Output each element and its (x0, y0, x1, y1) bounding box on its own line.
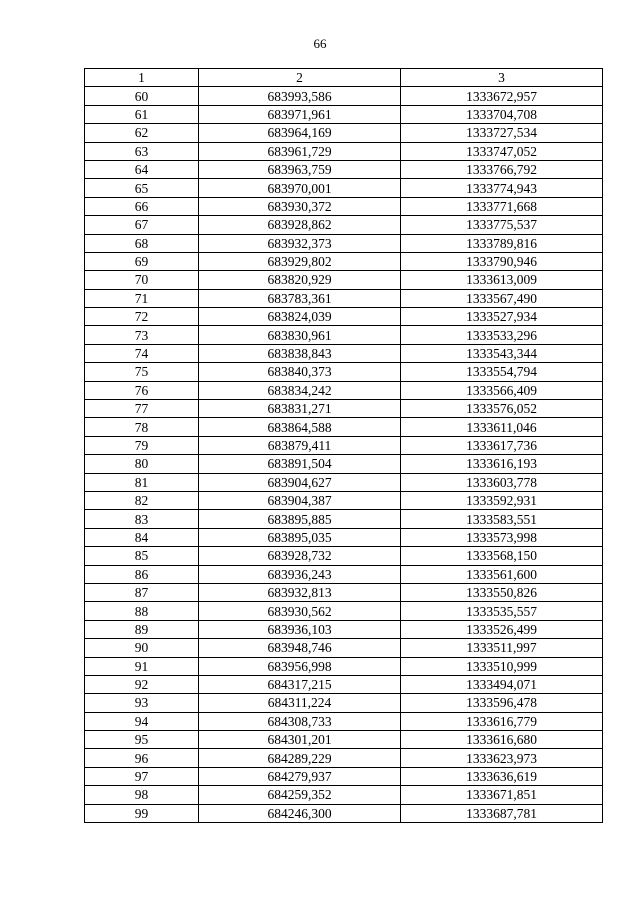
x-coordinate-cell: 683936,103 (199, 620, 401, 638)
column-header-2: 2 (199, 69, 401, 87)
table-row (85, 216, 603, 234)
x-coordinate-cell: 683820,929 (199, 271, 401, 289)
point-number-cell: 93 (85, 694, 199, 712)
y-coordinate-cell: 1333494,071 (401, 675, 603, 693)
x-coordinate-cell: 683783,361 (199, 289, 401, 307)
table-row (85, 620, 603, 638)
table-row (85, 491, 603, 509)
point-number-cell: 68 (85, 234, 199, 252)
table-row (85, 234, 603, 252)
point-number-cell: 87 (85, 583, 199, 601)
table-row (85, 252, 603, 270)
point-number-cell: 70 (85, 271, 199, 289)
y-coordinate-cell: 1333583,551 (401, 510, 603, 528)
y-coordinate-cell: 1333596,478 (401, 694, 603, 712)
y-coordinate-cell: 1333511,997 (401, 639, 603, 657)
table-row (85, 804, 603, 822)
table-row (85, 142, 603, 160)
point-number-cell: 77 (85, 400, 199, 418)
x-coordinate-cell: 683930,562 (199, 602, 401, 620)
y-coordinate-cell: 1333576,052 (401, 400, 603, 418)
x-coordinate-cell: 683928,732 (199, 547, 401, 565)
point-number-cell: 66 (85, 197, 199, 215)
point-number-cell: 83 (85, 510, 199, 528)
point-number-cell: 60 (85, 87, 199, 105)
table-row (85, 326, 603, 344)
y-coordinate-cell: 1333790,946 (401, 252, 603, 270)
table-row (85, 639, 603, 657)
table-body (85, 87, 603, 823)
y-coordinate-cell: 1333671,851 (401, 786, 603, 804)
y-coordinate-cell: 1333616,779 (401, 712, 603, 730)
y-coordinate-cell: 1333550,826 (401, 583, 603, 601)
x-coordinate-cell: 684311,224 (199, 694, 401, 712)
point-number-cell: 76 (85, 381, 199, 399)
column-header-1: 1 (85, 69, 199, 87)
point-number-cell: 88 (85, 602, 199, 620)
table-row (85, 271, 603, 289)
table-row (85, 197, 603, 215)
y-coordinate-cell: 1333568,150 (401, 547, 603, 565)
table-row (85, 694, 603, 712)
point-number-cell: 72 (85, 308, 199, 326)
y-coordinate-cell: 1333566,409 (401, 381, 603, 399)
table-row (85, 344, 603, 362)
x-coordinate-cell: 684317,215 (199, 675, 401, 693)
x-coordinate-cell: 684279,937 (199, 767, 401, 785)
y-coordinate-cell: 1333771,668 (401, 197, 603, 215)
y-coordinate-cell: 1333567,490 (401, 289, 603, 307)
table-row (85, 786, 603, 804)
x-coordinate-cell: 683964,169 (199, 124, 401, 142)
y-coordinate-cell: 1333747,052 (401, 142, 603, 160)
y-coordinate-cell: 1333789,816 (401, 234, 603, 252)
point-number-cell: 91 (85, 657, 199, 675)
point-number-cell: 90 (85, 639, 199, 657)
y-coordinate-cell: 1333623,973 (401, 749, 603, 767)
x-coordinate-cell: 683838,843 (199, 344, 401, 362)
y-coordinate-cell: 1333561,600 (401, 565, 603, 583)
x-coordinate-cell: 683993,586 (199, 87, 401, 105)
point-number-cell: 62 (85, 124, 199, 142)
point-number-cell: 98 (85, 786, 199, 804)
table-row (85, 289, 603, 307)
x-coordinate-cell: 683963,759 (199, 160, 401, 178)
y-coordinate-cell: 1333616,680 (401, 731, 603, 749)
table-row (85, 657, 603, 675)
table-row (85, 87, 603, 105)
x-coordinate-cell: 683840,373 (199, 363, 401, 381)
x-coordinate-cell: 683904,387 (199, 491, 401, 509)
point-number-cell: 96 (85, 749, 199, 767)
table-row (85, 712, 603, 730)
y-coordinate-cell: 1333526,499 (401, 620, 603, 638)
point-number-cell: 69 (85, 252, 199, 270)
table-row (85, 528, 603, 546)
table-header-row (85, 69, 603, 87)
table-row (85, 418, 603, 436)
table-row (85, 602, 603, 620)
point-number-cell: 61 (85, 105, 199, 123)
y-coordinate-cell: 1333527,934 (401, 308, 603, 326)
table-row (85, 510, 603, 528)
x-coordinate-cell: 683891,504 (199, 455, 401, 473)
x-coordinate-cell: 683824,039 (199, 308, 401, 326)
y-coordinate-cell: 1333672,957 (401, 87, 603, 105)
x-coordinate-cell: 683932,813 (199, 583, 401, 601)
table-row (85, 749, 603, 767)
y-coordinate-cell: 1333687,781 (401, 804, 603, 822)
y-coordinate-cell: 1333510,999 (401, 657, 603, 675)
point-number-cell: 89 (85, 620, 199, 638)
x-coordinate-cell: 683904,627 (199, 473, 401, 491)
x-coordinate-cell: 683932,373 (199, 234, 401, 252)
point-number-cell: 64 (85, 160, 199, 178)
y-coordinate-cell: 1333573,998 (401, 528, 603, 546)
x-coordinate-cell: 683879,411 (199, 436, 401, 454)
point-number-cell: 63 (85, 142, 199, 160)
table-row (85, 767, 603, 785)
point-number-cell: 99 (85, 804, 199, 822)
x-coordinate-cell: 683936,243 (199, 565, 401, 583)
x-coordinate-cell: 683930,372 (199, 197, 401, 215)
table-row (85, 547, 603, 565)
table-row (85, 436, 603, 454)
x-coordinate-cell: 683971,961 (199, 105, 401, 123)
table-row (85, 308, 603, 326)
y-coordinate-cell: 1333554,794 (401, 363, 603, 381)
x-coordinate-cell: 683895,035 (199, 528, 401, 546)
y-coordinate-cell: 1333766,792 (401, 160, 603, 178)
y-coordinate-cell: 1333775,537 (401, 216, 603, 234)
x-coordinate-cell: 683895,885 (199, 510, 401, 528)
x-coordinate-cell: 683929,802 (199, 252, 401, 270)
page-number: 66 (313, 36, 327, 51)
table-row (85, 160, 603, 178)
x-coordinate-cell: 683948,746 (199, 639, 401, 657)
y-coordinate-cell: 1333592,931 (401, 491, 603, 509)
x-coordinate-cell: 683830,961 (199, 326, 401, 344)
x-coordinate-cell: 684246,300 (199, 804, 401, 822)
table-row (85, 400, 603, 418)
table-row (85, 363, 603, 381)
point-number-cell: 75 (85, 363, 199, 381)
x-coordinate-cell: 684259,352 (199, 786, 401, 804)
point-number-cell: 95 (85, 731, 199, 749)
y-coordinate-cell: 1333533,296 (401, 326, 603, 344)
y-coordinate-cell: 1333611,046 (401, 418, 603, 436)
x-coordinate-cell: 683864,588 (199, 418, 401, 436)
x-coordinate-cell: 684301,201 (199, 731, 401, 749)
y-coordinate-cell: 1333704,708 (401, 105, 603, 123)
point-number-cell: 84 (85, 528, 199, 546)
point-number-cell: 79 (85, 436, 199, 454)
point-number-cell: 67 (85, 216, 199, 234)
table-row (85, 105, 603, 123)
point-number-cell: 82 (85, 491, 199, 509)
x-coordinate-cell: 684289,229 (199, 749, 401, 767)
point-number-cell: 81 (85, 473, 199, 491)
point-number-cell: 71 (85, 289, 199, 307)
y-coordinate-cell: 1333617,736 (401, 436, 603, 454)
table-row (85, 179, 603, 197)
x-coordinate-cell: 683970,001 (199, 179, 401, 197)
point-number-cell: 97 (85, 767, 199, 785)
point-number-cell: 85 (85, 547, 199, 565)
table-row (85, 675, 603, 693)
point-number-cell: 78 (85, 418, 199, 436)
point-number-cell: 73 (85, 326, 199, 344)
table-row (85, 583, 603, 601)
table-row (85, 455, 603, 473)
y-coordinate-cell: 1333774,943 (401, 179, 603, 197)
point-number-cell: 86 (85, 565, 199, 583)
coordinates-table (84, 68, 603, 823)
x-coordinate-cell: 683831,271 (199, 400, 401, 418)
y-coordinate-cell: 1333535,557 (401, 602, 603, 620)
table-row (85, 124, 603, 142)
table-row (85, 473, 603, 491)
x-coordinate-cell: 683928,862 (199, 216, 401, 234)
column-header-3: 3 (401, 69, 603, 87)
y-coordinate-cell: 1333616,193 (401, 455, 603, 473)
point-number-cell: 65 (85, 179, 199, 197)
y-coordinate-cell: 1333603,778 (401, 473, 603, 491)
x-coordinate-cell: 683956,998 (199, 657, 401, 675)
y-coordinate-cell: 1333613,009 (401, 271, 603, 289)
y-coordinate-cell: 1333543,344 (401, 344, 603, 362)
table-row (85, 731, 603, 749)
table-row (85, 381, 603, 399)
x-coordinate-cell: 684308,733 (199, 712, 401, 730)
point-number-cell: 74 (85, 344, 199, 362)
y-coordinate-cell: 1333727,534 (401, 124, 603, 142)
y-coordinate-cell: 1333636,619 (401, 767, 603, 785)
table-row (85, 565, 603, 583)
point-number-cell: 80 (85, 455, 199, 473)
point-number-cell: 94 (85, 712, 199, 730)
x-coordinate-cell: 683961,729 (199, 142, 401, 160)
x-coordinate-cell: 683834,242 (199, 381, 401, 399)
point-number-cell: 92 (85, 675, 199, 693)
